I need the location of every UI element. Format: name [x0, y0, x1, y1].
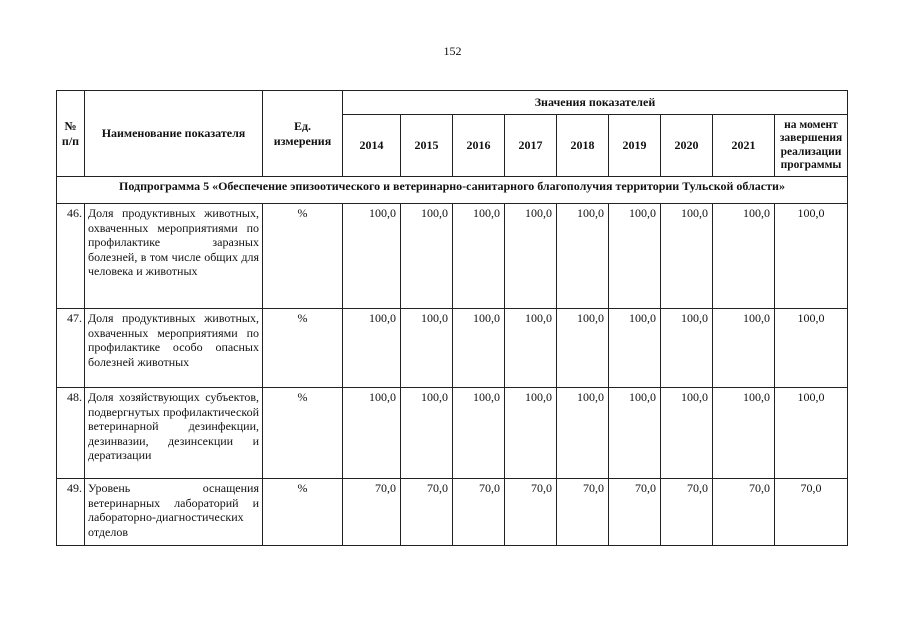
- value-cell: 100,0: [661, 204, 713, 309]
- subprogram-title: Подпрограмма 5 «Обеспечение эпизоотического и ветеринарно-санитарного благополучия территории Тульской области»: [57, 177, 848, 204]
- unit-cell: %: [263, 309, 343, 388]
- subprogram-row: [57, 177, 848, 204]
- value-cell: 100,0: [557, 204, 609, 309]
- value-cell: 70,0: [661, 479, 713, 546]
- value-cell: 100,0: [401, 309, 453, 388]
- indicator-name: Доля продуктивных животных, охваченных мероприятиями по профилактике особо опасных болезней животных: [85, 309, 263, 388]
- value-cell: 70,0: [401, 479, 453, 546]
- value-cell: 100,0: [609, 309, 661, 388]
- header-num: № п/п: [57, 91, 85, 177]
- header-year: 2016: [453, 115, 505, 177]
- value-cell: 100,0: [713, 309, 775, 388]
- value-cell: 100,0: [401, 388, 453, 479]
- value-cell: 70,0: [453, 479, 505, 546]
- value-cell: 100,0: [661, 388, 713, 479]
- unit-cell: %: [263, 388, 343, 479]
- value-cell: 70,0: [713, 479, 775, 546]
- indicator-name: Доля продуктивных животных, охваченных мероприятиями по профилактике заразных болезней, в том числе общих для человека и животных: [85, 204, 263, 309]
- value-cell: 70,0: [343, 479, 401, 546]
- table-row: [57, 388, 848, 479]
- unit-cell: %: [263, 204, 343, 309]
- table-row: [57, 309, 848, 388]
- value-cell: 100,0: [343, 309, 401, 388]
- header-final: на момент завершения реализации программы: [775, 115, 848, 177]
- value-cell: 70,0: [609, 479, 661, 546]
- value-cell: 100,0: [713, 204, 775, 309]
- row-number: 46.: [57, 204, 85, 309]
- final-value-cell: 100,0: [775, 204, 848, 309]
- final-value-cell: 100,0: [775, 309, 848, 388]
- value-cell: 100,0: [401, 204, 453, 309]
- table-row: [57, 204, 848, 309]
- header-year: 2021: [713, 115, 775, 177]
- header-year: 2020: [661, 115, 713, 177]
- value-cell: 70,0: [557, 479, 609, 546]
- header-unit: Ед. измерения: [263, 91, 343, 177]
- indicator-name: Уровень оснащения ветеринарных лабораторий и лабораторно-диагностических отделов: [85, 479, 263, 546]
- header-year: 2015: [401, 115, 453, 177]
- row-number: 47.: [57, 309, 85, 388]
- row-number: 49.: [57, 479, 85, 546]
- header-name: Наименование показателя: [85, 91, 263, 177]
- value-cell: 100,0: [453, 204, 505, 309]
- value-cell: 100,0: [557, 309, 609, 388]
- value-cell: 100,0: [453, 388, 505, 479]
- value-cell: 100,0: [343, 388, 401, 479]
- value-cell: 100,0: [661, 309, 713, 388]
- value-cell: 100,0: [343, 204, 401, 309]
- final-value-cell: 100,0: [775, 388, 848, 479]
- value-cell: 70,0: [505, 479, 557, 546]
- indicators-table: [56, 90, 848, 546]
- value-cell: 100,0: [609, 204, 661, 309]
- header-values-group: Значения показателей: [343, 91, 848, 115]
- indicator-name: Доля хозяйствующих субъектов, подвергнутых профилактической ветеринарной дезинфекции, дезинвазии, дезинсекции и дератизации: [85, 388, 263, 479]
- value-cell: 100,0: [453, 309, 505, 388]
- unit-cell: %: [263, 479, 343, 546]
- header-year: 2014: [343, 115, 401, 177]
- value-cell: 100,0: [713, 388, 775, 479]
- page-number: 152: [443, 44, 462, 58]
- value-cell: 100,0: [505, 204, 557, 309]
- header-year: 2018: [557, 115, 609, 177]
- header-year: 2017: [505, 115, 557, 177]
- value-cell: 100,0: [609, 388, 661, 479]
- row-number: 48.: [57, 388, 85, 479]
- header-year: 2019: [609, 115, 661, 177]
- value-cell: 100,0: [557, 388, 609, 479]
- value-cell: 100,0: [505, 309, 557, 388]
- value-cell: 100,0: [505, 388, 557, 479]
- final-value-cell: 70,0: [775, 479, 848, 546]
- table-row: [57, 479, 848, 546]
